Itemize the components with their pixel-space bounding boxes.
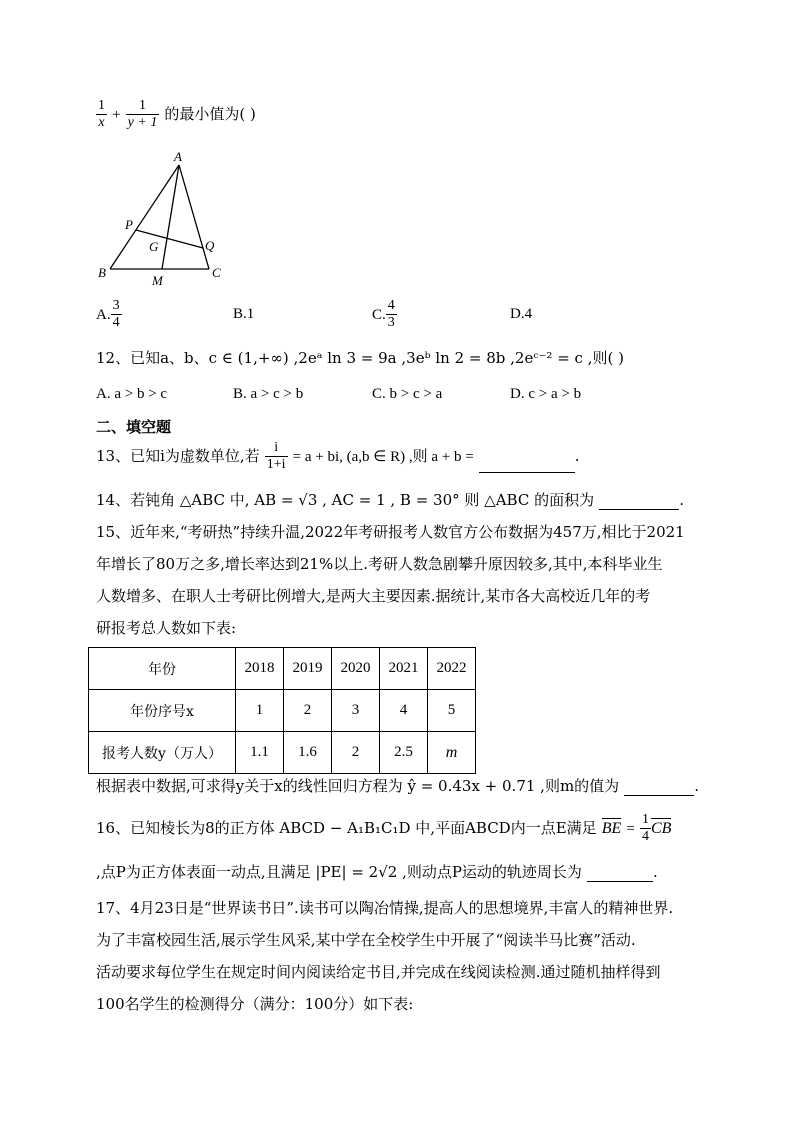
table-cell: 2021	[380, 648, 428, 690]
label-m: M	[152, 273, 163, 288]
label-g: G	[149, 239, 159, 254]
table-cell: 2020	[332, 648, 380, 690]
label-q: Q	[205, 238, 215, 253]
q17-line-2: 为了丰富校园生活,展示学生风采,某中学在全校学生中开展了“阅读半马比赛”活动.	[96, 931, 636, 949]
side-ac	[179, 165, 209, 269]
table-row	[89, 648, 476, 690]
q14-stem: 14、若钝角 △ABC 中, AB = √3 , AC = 1 , B = 30° 则 △ABC 的面积为 .	[96, 491, 684, 509]
q17-line-3: 活动要求每位学生在规定时间内阅读给定书目,并完成在线阅读检测.通过随机抽样得到	[96, 963, 661, 981]
q11-fraction-2: $\frac{1}{y + 1}$	[127, 98, 158, 130]
table-cell: 3	[332, 690, 380, 732]
table-cell: 2	[332, 732, 380, 774]
q15-line-1: 15、近年来,“考研热”持续升温,2022年考研报考人数官方公布数据为457万,相比于2021	[96, 523, 685, 541]
q12-option-a: A. a > b > c	[96, 386, 168, 402]
enrollment-table	[88, 647, 476, 774]
q13-fraction: $\frac{i}{1+i}$	[266, 440, 286, 472]
vector-cb: CB	[650, 820, 672, 837]
q16-line-1: 16、已知棱长为8的正方体 ABCD − A₁B₁C₁D 中,平面ABCD内一点E满足 BE = $\frac{1}{4}$ CB	[96, 812, 672, 844]
q12-option-c: C. b > c > a	[372, 386, 443, 402]
label-c: C	[212, 265, 221, 280]
q15-line-4: 研报考总人数如下表:	[96, 619, 237, 637]
table-cell: 年份	[89, 648, 236, 690]
table-cell: 2	[284, 690, 332, 732]
table-cell: m	[428, 732, 476, 774]
table-cell: 5	[428, 690, 476, 732]
label-p: P	[125, 217, 133, 232]
median-am	[162, 165, 179, 269]
q17-line-4: 100名学生的检测得分（满分：100分）如下表:	[96, 995, 414, 1013]
q11-stem: $\frac{1}{x}$ + $\frac{1}{y + 1}$ 的最小值为( )	[98, 98, 256, 130]
q15-line-3: 人数增多、在职人士考研比例增大,是两大主要因素.据统计,某市各大高校近几年的考	[96, 587, 651, 605]
section-heading: 二、填空题	[96, 418, 172, 436]
answer-blank[interactable]	[624, 779, 694, 796]
segment-pq	[136, 230, 203, 248]
side-ab	[110, 165, 179, 269]
table-cell: 1.1	[236, 732, 284, 774]
q11-option-c: C. $\frac{4}{3}$	[372, 298, 395, 330]
q12-option-b: B. a > c > b	[233, 386, 304, 402]
triangle-figure	[90, 145, 240, 290]
table-cell: 2018	[236, 648, 284, 690]
option-c-fraction: $\frac{4}{3}$	[387, 298, 395, 330]
q11-option-b: B.1	[233, 306, 255, 322]
option-a-fraction: $\frac{3}{4}$	[112, 298, 120, 330]
table-row	[89, 690, 476, 732]
q15-line-2: 年增长了80万之多,增长率达到21%以上.考研人数急剧攀升原因较多,其中,本科毕业生	[96, 555, 663, 573]
table-cell: 报考人数y（万人）	[89, 732, 236, 774]
table-cell: 2022	[428, 648, 476, 690]
table-cell: 1.6	[284, 732, 332, 774]
label-a: A	[174, 149, 182, 164]
table-cell: 1	[236, 690, 284, 732]
table-cell: 2.5	[380, 732, 428, 774]
label-b: B	[98, 265, 106, 280]
table-cell: 4	[380, 690, 428, 732]
q12-option-d: D. c > a > b	[510, 386, 582, 402]
vector-be: BE	[601, 820, 622, 837]
table-cell: 2019	[284, 648, 332, 690]
table-row	[89, 732, 476, 774]
answer-blank[interactable]	[587, 865, 653, 882]
q16-line-2: ,点P为正方体表面一动点,且满足 |PE| = 2√2 ,则动点P运动的轨迹周长为 .	[96, 863, 658, 881]
table-cell: 年份序号x	[89, 690, 236, 732]
q12-stem: 12、已知a、b、c ∈ (1,+∞) ,2eᵃ ln 3 = 9a ,3eᵇ ln 2 = 8b ,2eᶜ⁻² = c ,则( )	[96, 349, 624, 367]
q16-fraction: $\frac{1}{4}$	[641, 812, 649, 844]
q11-option-d: D.4	[510, 306, 533, 322]
answer-blank[interactable]	[479, 456, 575, 473]
q15-after: 根据表中数据,可求得y关于x的线性回归方程为 ŷ = 0.43x + 0.71 ,则m的值为 .	[96, 777, 700, 795]
q11-option-a: A. $\frac{3}{4}$	[96, 298, 120, 330]
q11-fraction-1: $\frac{1}{x}$	[98, 98, 105, 130]
q13-stem: 13、已知i为虚数单位,若 $\frac{i}{1+i}$ = a + bi, (a,b ∈ R) ,则 a + b = .	[96, 440, 580, 472]
q17-line-1: 17、4月23日是“世界读书日”.读书可以陶冶情操,提高人的思想境界,丰富人的精神世界.	[96, 899, 674, 917]
answer-blank[interactable]	[599, 493, 679, 510]
